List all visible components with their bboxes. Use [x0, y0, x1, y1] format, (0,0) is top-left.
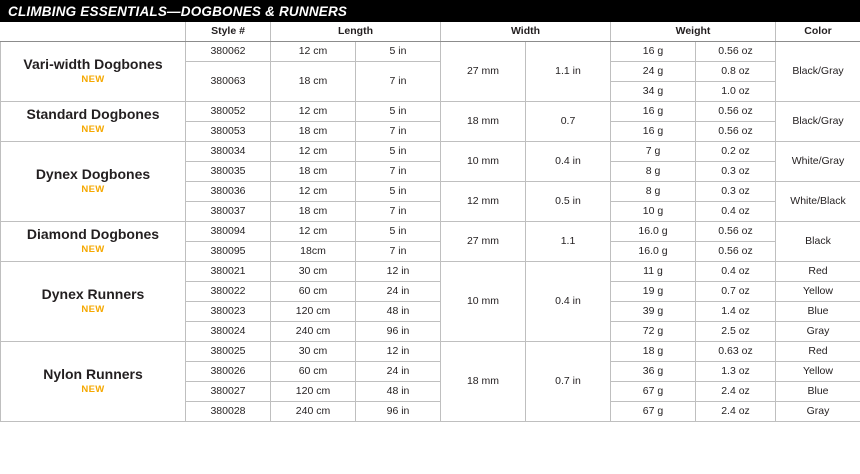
table-header — [1, 22, 860, 41]
weight-oz: 0.3 oz — [696, 161, 776, 181]
column-header-style: Style # — [186, 22, 271, 41]
style-number: 380022 — [186, 281, 271, 301]
new-badge: NEW — [81, 383, 105, 395]
weight-oz: 0.8 oz — [696, 61, 776, 81]
length-cm: 240 cm — [271, 401, 356, 421]
table-body — [1, 41, 860, 421]
width-mm: 10 mm — [441, 141, 526, 181]
style-number: 380028 — [186, 401, 271, 421]
weight-oz: 1.3 oz — [696, 361, 776, 381]
product-name: Standard Dogbones — [26, 106, 160, 123]
product-name: Vari-width Dogbones — [23, 56, 163, 73]
color-value: Blue — [776, 301, 860, 321]
weight-g: 16 g — [611, 121, 696, 141]
length-in: 7 in — [356, 201, 441, 221]
weight-g: 24 g — [611, 61, 696, 81]
weight-g: 34 g — [611, 81, 696, 101]
weight-oz: 2.4 oz — [696, 381, 776, 401]
weight-oz: 0.56 oz — [696, 41, 776, 61]
width-in: 0.4 in — [526, 261, 611, 341]
column-header-length: Length — [271, 22, 441, 41]
style-number: 380026 — [186, 361, 271, 381]
weight-oz: 0.56 oz — [696, 221, 776, 241]
width-in: 0.7 — [526, 101, 611, 141]
weight-oz: 1.0 oz — [696, 81, 776, 101]
section-title: CLIMBING ESSENTIALS—DOGBONES & RUNNERS — [8, 3, 348, 19]
weight-oz: 0.63 oz — [696, 341, 776, 361]
style-number: 380027 — [186, 381, 271, 401]
weight-oz: 2.4 oz — [696, 401, 776, 421]
product-name: Diamond Dogbones — [26, 226, 160, 243]
weight-oz: 1.4 oz — [696, 301, 776, 321]
product-cell-nylon-runners — [1, 341, 186, 421]
color-value: Yellow — [776, 361, 860, 381]
length-cm: 240 cm — [271, 321, 356, 341]
style-number: 380095 — [186, 241, 271, 261]
length-in: 12 in — [356, 261, 441, 281]
weight-g: 16 g — [611, 101, 696, 121]
weight-g: 36 g — [611, 361, 696, 381]
length-in: 5 in — [356, 181, 441, 201]
specifications-table — [0, 22, 860, 422]
weight-g: 19 g — [611, 281, 696, 301]
color-value: Red — [776, 261, 860, 281]
length-in: 5 in — [356, 41, 441, 61]
length-cm: 12 cm — [271, 221, 356, 241]
length-cm: 60 cm — [271, 281, 356, 301]
length-cm: 12 cm — [271, 41, 356, 61]
color-value: Black — [776, 221, 860, 261]
color-value: Gray — [776, 321, 860, 341]
style-number: 380052 — [186, 101, 271, 121]
weight-oz: 0.4 oz — [696, 201, 776, 221]
width-in: 0.7 in — [526, 341, 611, 421]
length-cm: 18 cm — [271, 61, 356, 101]
product-cell-dynex-runners — [1, 261, 186, 341]
length-cm: 18 cm — [271, 161, 356, 181]
new-badge: NEW — [81, 303, 105, 315]
weight-g: 10 g — [611, 201, 696, 221]
color-value: White/Black — [776, 181, 860, 221]
weight-oz: 0.56 oz — [696, 101, 776, 121]
color-value: Blue — [776, 381, 860, 401]
table-row — [1, 261, 860, 281]
product-cell-diamond-dogbones — [1, 221, 186, 261]
column-header-width: Width — [441, 22, 611, 41]
style-number: 380021 — [186, 261, 271, 281]
weight-g: 16.0 g — [611, 241, 696, 261]
weight-oz: 0.7 oz — [696, 281, 776, 301]
product-name: Dynex Dogbones — [35, 166, 151, 183]
weight-g: 67 g — [611, 401, 696, 421]
length-in: 48 in — [356, 301, 441, 321]
length-in: 48 in — [356, 381, 441, 401]
width-mm: 27 mm — [441, 41, 526, 101]
width-in: 1.1 in — [526, 41, 611, 101]
style-number: 380062 — [186, 41, 271, 61]
length-cm: 12 cm — [271, 101, 356, 121]
new-badge: NEW — [81, 183, 105, 195]
product-cell-dynex-dogbones — [1, 141, 186, 221]
style-number: 380094 — [186, 221, 271, 241]
length-cm: 120 cm — [271, 381, 356, 401]
length-cm: 60 cm — [271, 361, 356, 381]
width-mm: 18 mm — [441, 341, 526, 421]
new-badge: NEW — [81, 243, 105, 255]
new-badge: NEW — [81, 73, 105, 85]
color-value: White/Gray — [776, 141, 860, 181]
length-cm: 18 cm — [271, 201, 356, 221]
color-value: Gray — [776, 401, 860, 421]
weight-g: 18 g — [611, 341, 696, 361]
length-in: 7 in — [356, 61, 441, 101]
length-cm: 18cm — [271, 241, 356, 261]
weight-g: 16.0 g — [611, 221, 696, 241]
length-cm: 120 cm — [271, 301, 356, 321]
length-in: 96 in — [356, 401, 441, 421]
width-mm: 10 mm — [441, 261, 526, 341]
style-number: 380053 — [186, 121, 271, 141]
weight-oz: 0.3 oz — [696, 181, 776, 201]
style-number: 380034 — [186, 141, 271, 161]
length-in: 96 in — [356, 321, 441, 341]
width-in: 0.5 in — [526, 181, 611, 221]
weight-oz: 2.5 oz — [696, 321, 776, 341]
weight-g: 39 g — [611, 301, 696, 321]
table-row — [1, 101, 860, 121]
table-row — [1, 341, 860, 361]
width-mm: 18 mm — [441, 101, 526, 141]
product-name: Nylon Runners — [43, 366, 143, 383]
weight-g: 72 g — [611, 321, 696, 341]
width-mm: 12 mm — [441, 181, 526, 221]
weight-g: 8 g — [611, 181, 696, 201]
length-in: 12 in — [356, 341, 441, 361]
length-in: 7 in — [356, 161, 441, 181]
style-number: 380024 — [186, 321, 271, 341]
weight-g: 7 g — [611, 141, 696, 161]
length-in: 5 in — [356, 221, 441, 241]
weight-g: 16 g — [611, 41, 696, 61]
length-in: 5 in — [356, 141, 441, 161]
width-mm: 27 mm — [441, 221, 526, 261]
width-in: 1.1 — [526, 221, 611, 261]
weight-oz: 0.4 oz — [696, 261, 776, 281]
length-in: 24 in — [356, 361, 441, 381]
section-title-bar — [0, 0, 860, 22]
weight-g: 67 g — [611, 381, 696, 401]
length-in: 24 in — [356, 281, 441, 301]
table-row — [1, 141, 860, 161]
table-header-row — [1, 22, 860, 41]
weight-oz: 0.56 oz — [696, 121, 776, 141]
column-header-color: Color — [776, 22, 860, 41]
length-cm: 12 cm — [271, 141, 356, 161]
style-number: 380023 — [186, 301, 271, 321]
product-cell-vari-width-dogbones — [1, 41, 186, 101]
table-row — [1, 221, 860, 241]
length-cm: 18 cm — [271, 121, 356, 141]
length-cm: 30 cm — [271, 341, 356, 361]
weight-g: 11 g — [611, 261, 696, 281]
style-number: 380025 — [186, 341, 271, 361]
column-header-product — [1, 22, 186, 41]
style-number: 380036 — [186, 181, 271, 201]
style-number: 380035 — [186, 161, 271, 181]
style-number: 380063 — [186, 61, 271, 101]
weight-oz: 0.2 oz — [696, 141, 776, 161]
style-number: 380037 — [186, 201, 271, 221]
color-value: Black/Gray — [776, 41, 860, 101]
length-in: 7 in — [356, 241, 441, 261]
table-row — [1, 41, 860, 61]
product-cell-standard-dogbones — [1, 101, 186, 141]
color-value: Red — [776, 341, 860, 361]
color-value: Yellow — [776, 281, 860, 301]
width-in: 0.4 in — [526, 141, 611, 181]
length-in: 7 in — [356, 121, 441, 141]
column-header-weight: Weight — [611, 22, 776, 41]
length-cm: 12 cm — [271, 181, 356, 201]
weight-oz: 0.56 oz — [696, 241, 776, 261]
weight-g: 8 g — [611, 161, 696, 181]
length-cm: 30 cm — [271, 261, 356, 281]
new-badge: NEW — [81, 123, 105, 135]
product-name: Dynex Runners — [41, 286, 145, 303]
color-value: Black/Gray — [776, 101, 860, 141]
length-in: 5 in — [356, 101, 441, 121]
